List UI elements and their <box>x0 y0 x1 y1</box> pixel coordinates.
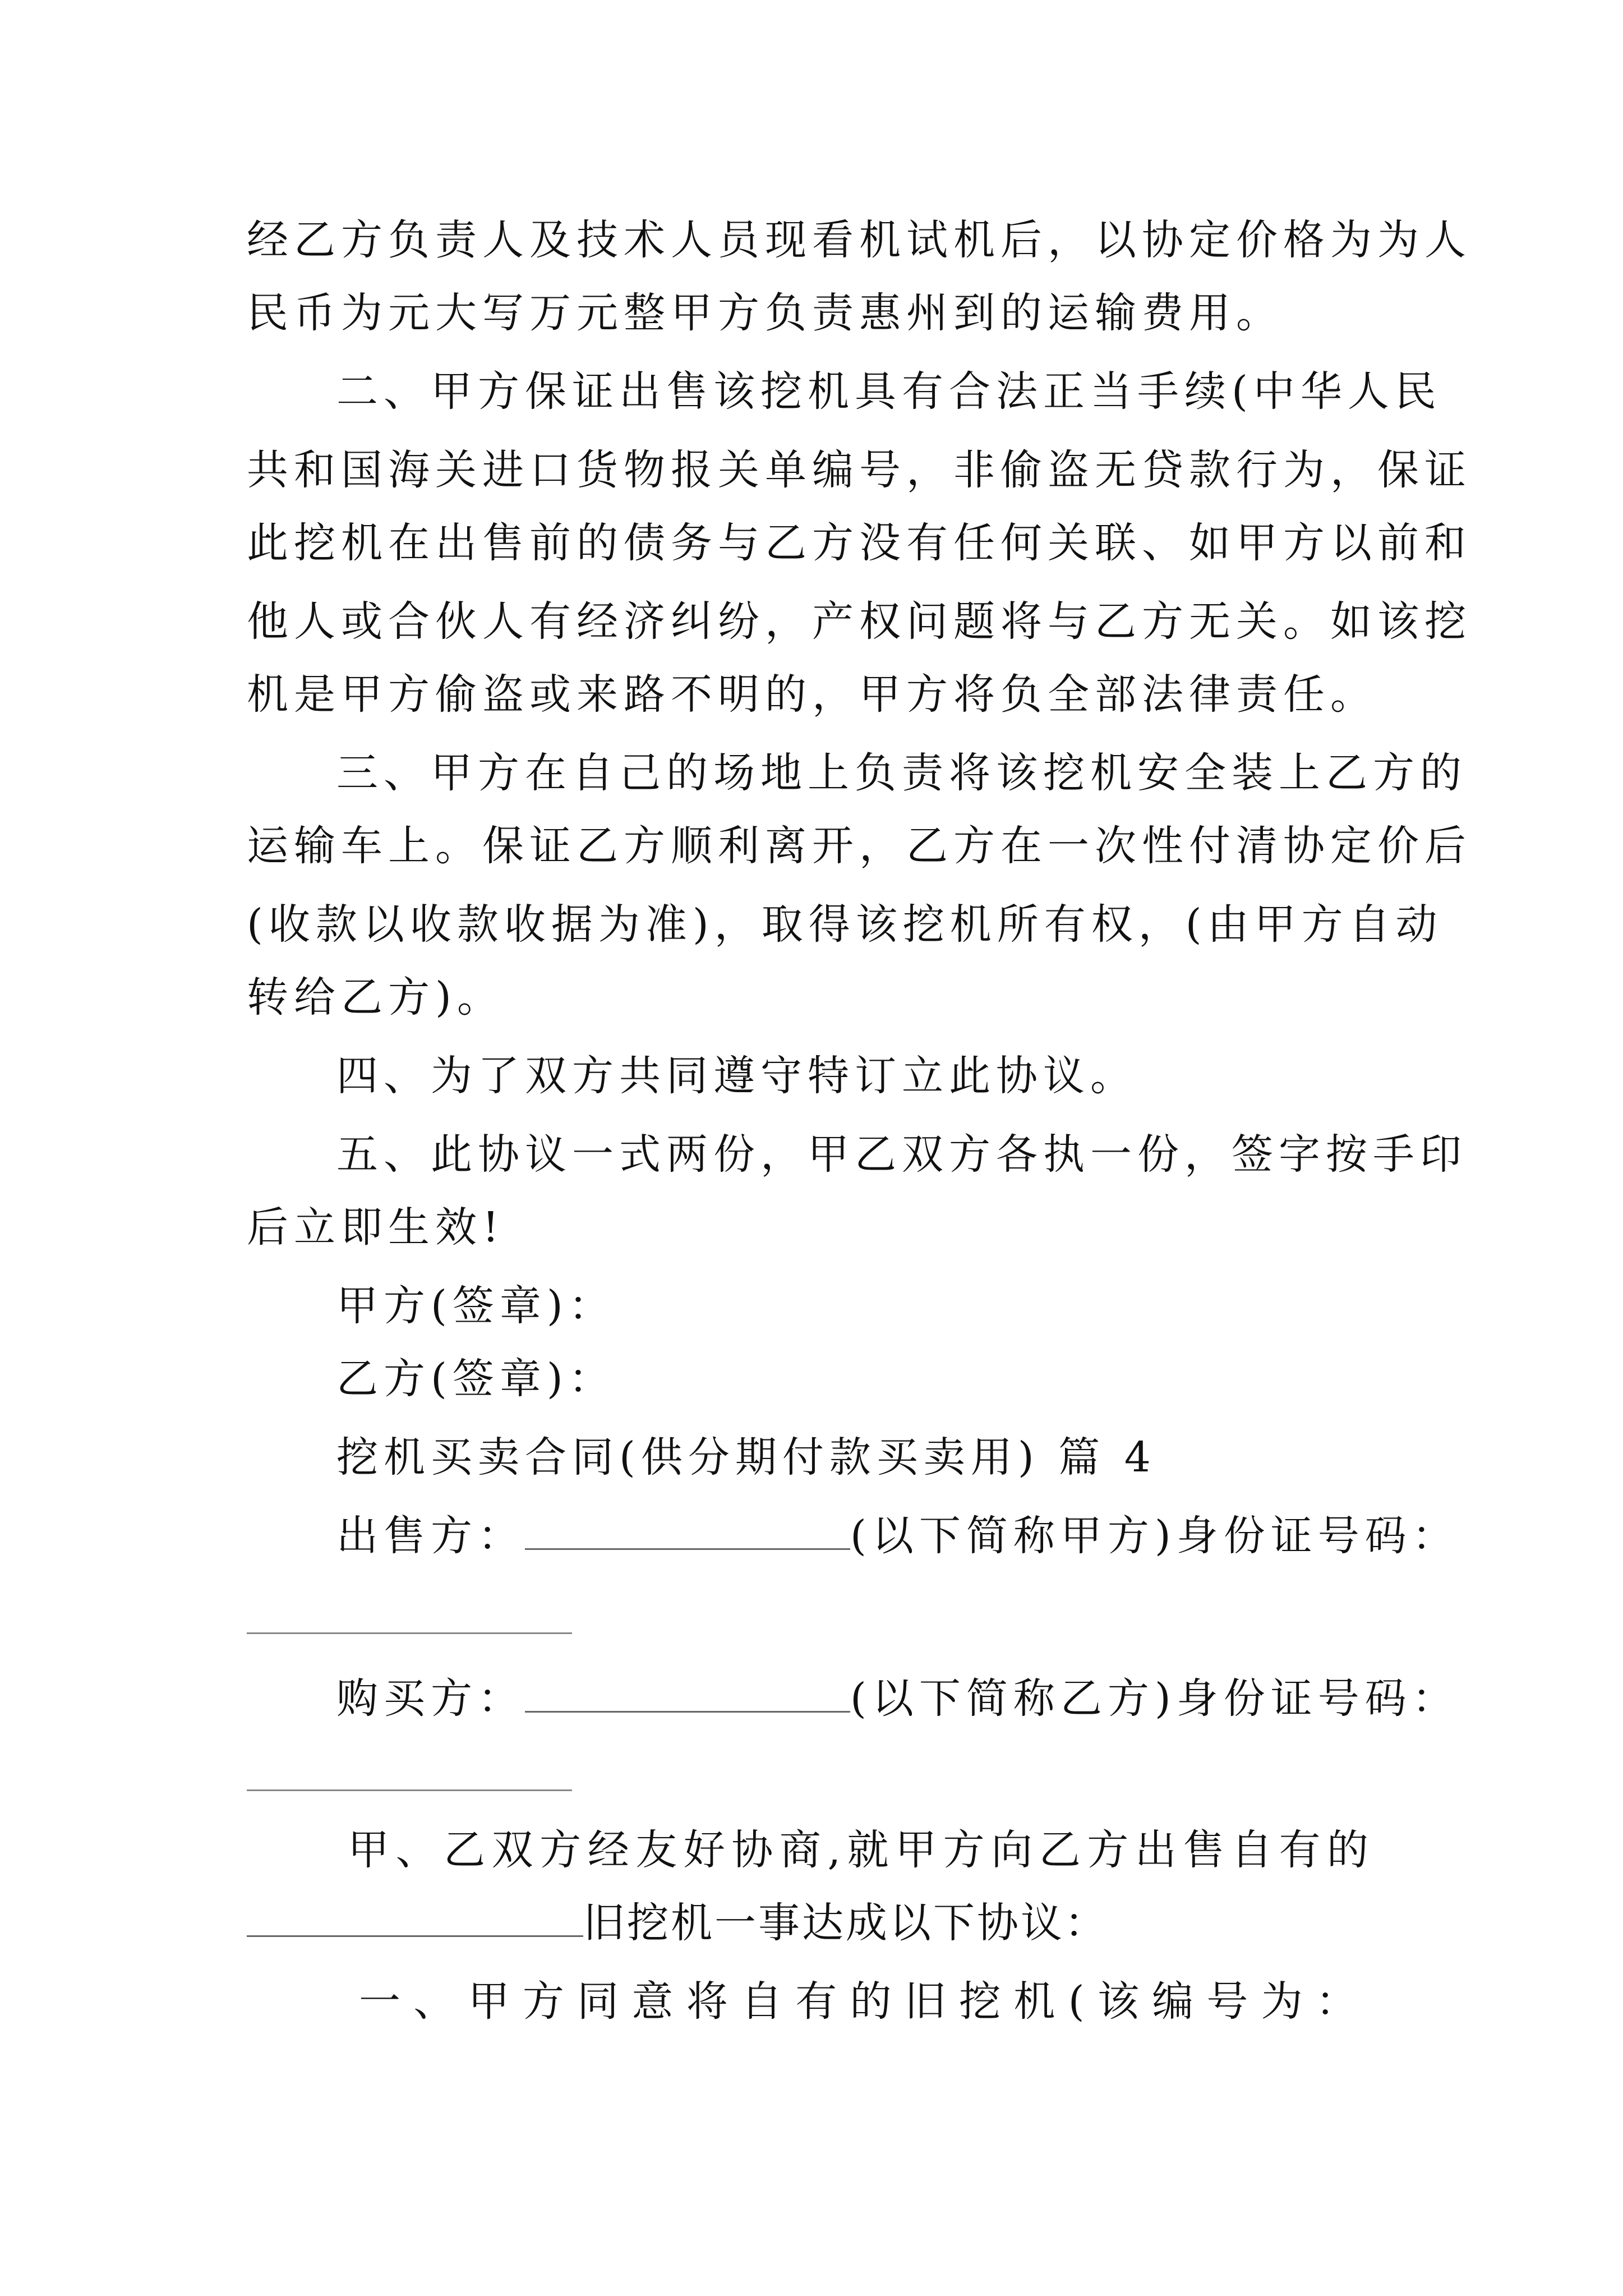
buyer-name-blank <box>525 1672 850 1713</box>
paragraph-line: 机是甲方偷盗或来路不明的，甲方将负全部法律责任。 <box>247 670 1377 719</box>
paragraph-line: (收款以收款收据为准)，取得该挖机所有权，(由甲方自动 <box>247 900 1443 949</box>
seller-suffix: (以下简称甲方)身份证号码： <box>850 1512 1459 1560</box>
seller-line <box>336 1508 1459 1564</box>
clause-three-line: 三、甲方在自己的场地上负责将该挖机安全装上乙方的 <box>336 749 1467 797</box>
paragraph-line: 他人或合伙人有经济纠纷，产权问题将与乙方无关。如该挖 <box>247 597 1472 646</box>
paragraph-line: 此挖机在出售前的债务与乙方没有任何关联、如甲方以前和 <box>247 519 1472 567</box>
buyer-id-blank <box>247 1789 572 1791</box>
buyer-label: 购买方： <box>336 1674 525 1723</box>
paragraph-line: 民币为元大写万元整甲方负责惠州到的运输费用。 <box>247 289 1283 337</box>
seller-id-blank <box>247 1632 572 1634</box>
clause-four-line: 四、为了双方共同遵守特订立此协议。 <box>336 1052 1137 1100</box>
clause-five-line: 五、此协议一式两份，甲乙双方各执一份，签字按手印 <box>336 1130 1467 1179</box>
section-heading: 挖机买卖合同(供分期付款买卖用) 篇 4 <box>336 1433 1156 1481</box>
paragraph-line: 后立即生效! <box>247 1203 505 1251</box>
party-b-signature: 乙方(签章)： <box>336 1355 616 1403</box>
buyer-suffix: (以下简称乙方)身份证号码： <box>850 1674 1459 1723</box>
paragraph-line: 经乙方负责人及技术人员现看机试机后，以协定价格为为人 <box>247 216 1472 264</box>
party-a-signature: 甲方(签章)： <box>336 1282 616 1330</box>
buyer-line <box>336 1671 1459 1727</box>
seller-label: 出售方： <box>336 1512 525 1560</box>
agreement-intro-tail-line <box>247 1895 1108 1951</box>
paragraph-line: 运输车上。保证乙方顺利离开，乙方在一次性付清协定价后 <box>247 822 1472 870</box>
excavator-model-blank <box>247 1896 583 1937</box>
agreement-intro-tail: 旧挖机一事达成以下协议： <box>583 1899 1108 1947</box>
clause-two-line: 二、甲方保证出售该挖机具有合法正当手续(中华人民 <box>336 367 1442 416</box>
paragraph-line: 转给乙方)。 <box>247 973 504 1022</box>
clause-one-line: 一、甲方同意将自有的旧挖机(该编号为： <box>359 1977 1357 2026</box>
seller-name-blank <box>525 1509 850 1550</box>
paragraph-line: 共和国海关进口货物报关单编号，非偷盗无贷款行为，保证 <box>247 446 1472 494</box>
agreement-intro: 甲、乙双方经友好协商,就甲方向乙方出售自有的 <box>348 1826 1368 1874</box>
